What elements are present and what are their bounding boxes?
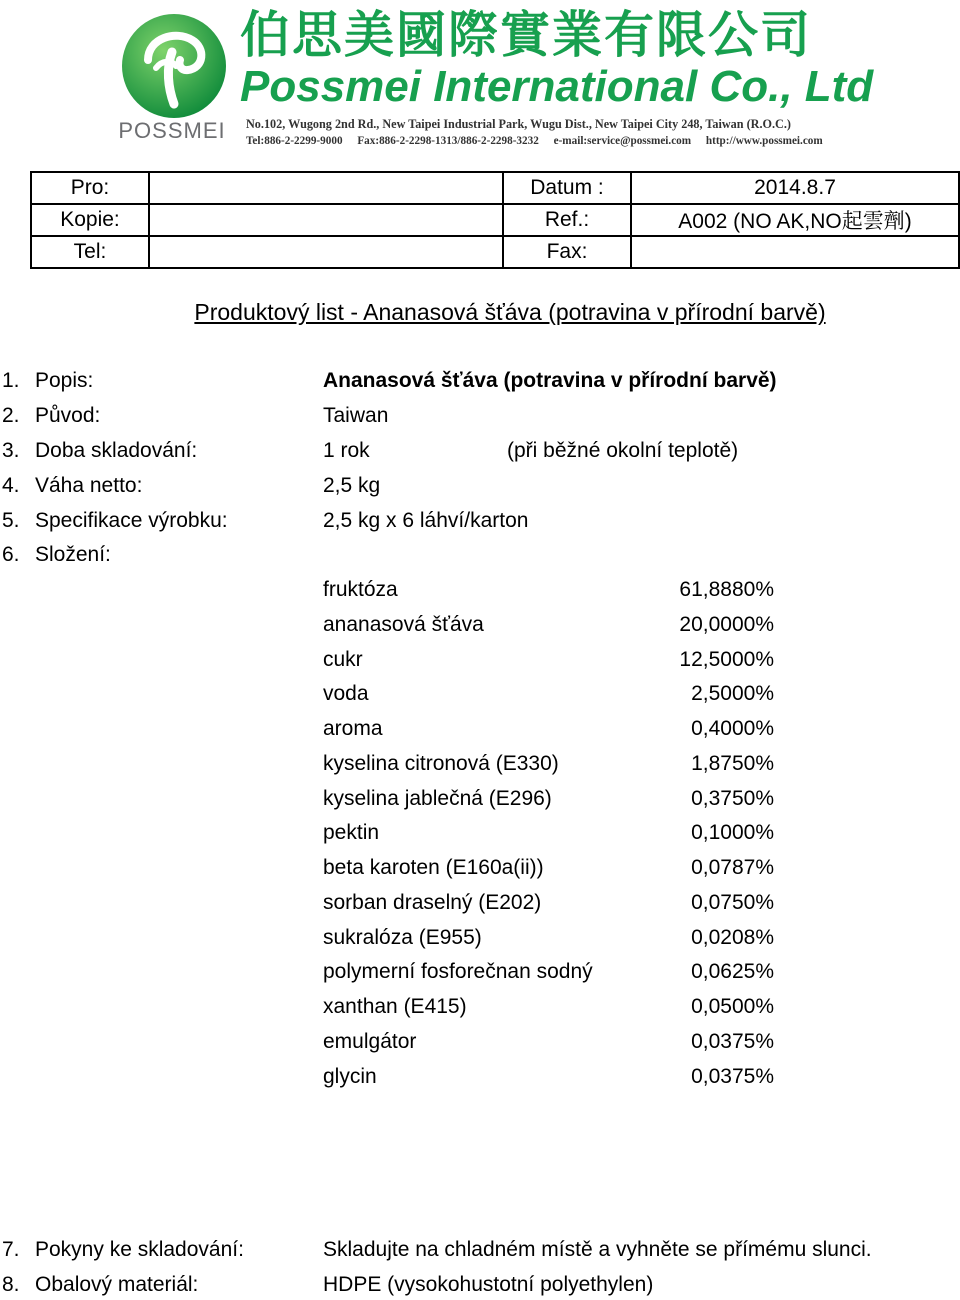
item-label-vaha-netto: Váha netto: [35,474,143,497]
header-row-tel [31,236,959,268]
item-value-doba-skladovani: 1 rok [323,439,370,462]
ingredient-name: beta karoten (E160a(ii)) [323,856,544,879]
item-number: 1. [2,369,20,392]
item-label-doba-skladovani: Doba skladování: [35,439,198,462]
ref-label: Ref.: [503,204,631,236]
item-label-slozeni: Složení: [35,543,111,566]
ingredient-percent: 0,0208% [691,926,774,949]
header-row-kopie [31,204,959,236]
document-title: Produktový list - Ananasová šťáva (potravina v přírodní barvě) [194,299,826,325]
item-label-pokyny: Pokyny ke skladování: [35,1238,244,1261]
ingredient-name: aroma [323,717,383,740]
ingredient-name: cukr [323,648,363,671]
ingredient-percent: 1,8750% [691,752,774,775]
item-number: 8. [2,1273,20,1296]
item-note-doba-skladovani: (při běžné okolní teplotě) [507,439,739,462]
company-contacts [246,134,835,148]
ingredient-name: kyselina jablečná (E296) [323,787,552,810]
kopie-value [149,204,503,236]
company-fax: Fax:886-2-2298-1313/886-2-2298-3232 [357,135,539,147]
item-value-puvod: Taiwan [323,404,389,427]
ingredient-percent: 0,0787% [691,856,774,879]
ingredient-name: sukralóza (E955) [323,926,482,949]
ingredient-name: fruktóza [323,578,398,601]
ingredient-percent: 2,5000% [691,682,774,705]
item-number: 4. [2,474,20,497]
ingredient-percent: 0,0625% [691,960,774,983]
ingredient-percent: 0,0375% [691,1030,774,1053]
fax-label: Fax: [503,236,631,268]
tel-label: Tel: [31,236,149,268]
ingredient-name: emulgátor [323,1030,417,1053]
item-number: 3. [2,439,20,462]
ingredient-percent: 0,0500% [691,995,774,1018]
pro-label: Pro: [31,172,149,204]
datum-label: Datum : [503,172,631,204]
header-row-pro [31,172,959,204]
ingredient-name: polymerní fosforečnan sodný [323,960,593,983]
datum-value: 2014.8.7 [631,172,959,204]
pro-value [149,172,503,204]
kopie-label: Kopie: [31,204,149,236]
ref-value: A002 (NO AK,NO起雲劑) [631,204,959,236]
ingredient-name: kyselina citronová (E330) [323,752,559,775]
item-label-specifikace: Specifikace výrobku: [35,509,228,532]
ingredient-percent: 0,1000% [691,821,774,844]
company-tel: Tel:886-2-2299-9000 [246,135,343,147]
brand-wordmark: POSSMEI [118,118,226,143]
company-email: e-mail:service@possmei.com [553,135,692,147]
header-table [30,171,960,269]
ingredient-percent: 0,0375% [691,1065,774,1088]
company-address: No.102, Wugong 2nd Rd., New Taipei Industrial Park, Wugu Dist., New Taipei City 248, Taiwan (R.O.C.) [246,117,791,131]
item-value-vaha-netto: 2,5 kg [323,474,381,497]
item-value-obalovy-material: HDPE (vysokohustotní polyethylen) [323,1273,654,1296]
tel-value [149,236,503,268]
fax-value [631,236,959,268]
ingredient-name: sorban draselný (E202) [323,891,542,914]
company-name-chinese: 伯思美國際實業有限公司 [240,6,812,64]
ingredient-percent: 61,8880% [679,578,774,601]
ingredient-name: ananasová šťáva [323,613,484,636]
item-number: 5. [2,509,20,532]
item-label-obalovy-material: Obalový materiál: [35,1273,199,1296]
company-name-english: Possmei International Co., Ltd [240,62,874,111]
company-website: http://www.possmei.com [705,135,823,147]
item-label-popis: Popis: [35,369,94,392]
item-value-specifikace: 2,5 kg x 6 láhví/karton [323,509,529,532]
item-label-puvod: Původ: [35,404,101,427]
item-value-pokyny: Skladujte na chladném místě a vyhněte se přímému slunci. [323,1238,872,1261]
ingredient-percent: 0,4000% [691,717,774,740]
ingredient-name: glycin [323,1065,377,1088]
ingredient-percent: 0,0750% [691,891,774,914]
ingredient-name: pektin [323,821,380,844]
ingredient-percent: 12,5000% [679,648,774,671]
item-number: 6. [2,543,20,566]
item-number: 7. [2,1238,20,1261]
ingredient-name: xanthan (E415) [323,995,467,1018]
ingredient-name: voda [323,682,369,705]
ingredient-percent: 0,3750% [691,787,774,810]
ingredient-percent: 20,0000% [679,613,774,636]
item-value-popis: Ananasová šťáva (potravina v přírodní barvě) [323,369,777,392]
item-number: 2. [2,404,20,427]
